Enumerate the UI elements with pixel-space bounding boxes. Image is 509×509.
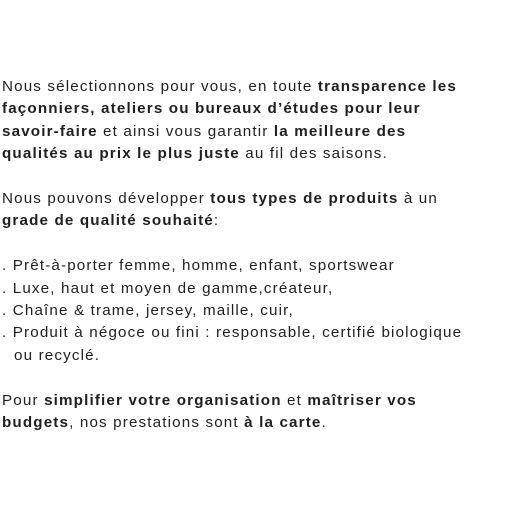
text-line [2,412,509,434]
bold-run: la meilleure des [273,122,407,140]
text-run: au fil des saisons. [239,145,388,163]
text-run: et ainsi vous garantir [97,122,274,140]
bold-run: simplifier votre organisation [44,391,282,409]
bold-run: savoir-faire [2,122,98,140]
text-line [2,143,509,165]
list-item-text: . Produit à négoce ou fini : responsable, certifié biologique [2,324,463,342]
text-line [2,188,509,210]
bold-run: budgets [2,414,70,432]
list-item-continuation: ou recyclé. [14,346,101,364]
bold-run: tous types de produits [210,190,399,208]
paragraph-organisation [2,390,509,435]
text-run: et [281,391,308,409]
bold-run: qualités au prix le plus juste [2,145,240,163]
text-run: Nous sélectionnons pour vous, en toute [2,78,318,95]
bold-run: maîtriser vos [307,391,417,409]
text-line [2,210,509,232]
product-list [2,255,509,367]
text-line [2,76,509,98]
text-line [2,121,509,143]
text-line [2,390,509,412]
document-body [2,76,509,434]
list-item: . Prêt-à-porter femme, homme, enfant, sportswear [2,257,395,275]
paragraph-gap [2,233,509,255]
text-run: , nos prestations sont [69,414,245,432]
paragraph-gap [2,166,509,188]
text-run: Nous pouvons développer [2,190,211,208]
paragraph-products [2,188,509,233]
text-run: Pour [2,391,45,409]
text-run: : [213,212,220,230]
list-item: . Chaîne & trame, jersey, maille, cuir, [2,302,294,320]
bold-run: à la carte [244,414,322,432]
bold-run: grade de qualité souhaité [2,212,214,230]
text-run: à un [398,190,438,208]
list-item: . Luxe, haut et moyen de gamme,créateur, [2,279,334,297]
paragraph-gap [2,367,509,389]
text-run: . [321,414,327,432]
list-item [2,322,509,367]
paragraph-selection [2,76,509,166]
text-line [2,98,509,120]
bold-run: transparence les [317,78,457,95]
bold-run: façonniers, ateliers ou bureaux d’études pour leur [2,100,421,118]
